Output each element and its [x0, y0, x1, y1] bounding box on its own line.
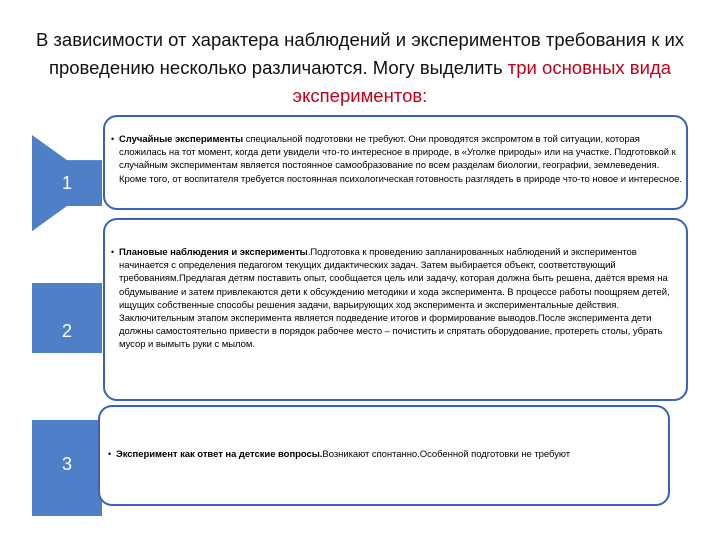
item-number-2: 2: [61, 321, 72, 341]
chevron-1: [32, 135, 102, 231]
title-main-text: В зависимости от характера наблюдений и экспериментов требования к их проведению несколько различаются. Могу выделить: [35, 29, 685, 78]
item-number-1: 1: [61, 173, 72, 193]
title-accent-text: три основных вида экспериментов:: [292, 57, 672, 106]
item-box-3: [98, 405, 670, 506]
item-box-2: [103, 218, 688, 401]
bullet-icon: •: [111, 134, 115, 144]
bullet-icon: •: [111, 247, 115, 257]
chevron-3: [32, 420, 102, 516]
item-bold-2: Плановые наблюдения и эксперименты: [119, 247, 308, 258]
item-text-2: [111, 246, 684, 352]
item-body-3: Возникают спонтанно.Особенной подготовки не требуют: [322, 449, 571, 460]
item-body-1: специальной подготовки не требуют. Они проводятся экспромтом в той ситуации, которая сложилась на тот момент, когда дети увидели что-то интересное в природе, в «Уголке природы» или на участке. Подготовкой к случайным экспериментам является постоянное самообразование по всем разделам биологии, географии, землеведения. Кроме того, от воспитателя требуется постоянная психологическая готовность разглядеть в природе что-то новое и интересное.: [119, 134, 682, 185]
item-text-1: [111, 133, 684, 186]
item-body-2: .Подготовка к проведению запланированных наблюдений и экспериментов начинается с определения педагогом текущих дидактических задач. Затем выбирается объект, соответствующий требованиям.Предлагая детям поставить опыт, сообщается цель или задачу, которая должна быть решена, даётся время на обдумывание и затем привлекаются дети к обсуждению методики и хода эксперимента. В процессе работы поощряем детей, ищущих собственные способы решения задачи, варьирующих ход эксперимента и экспериментальные действия. Заключительным этапом эксперимента является подведение итогов и формирование выводов.После эксперимента дети должны самостоятельно привести в порядок рабочее место – почистить и спрятать оборудование, протереть столы, убрать мусор и вымыть руки с мылом.: [119, 247, 670, 351]
bullet-icon: •: [108, 449, 112, 459]
item-text-3: [108, 448, 661, 461]
item-number-3: 3: [61, 454, 72, 474]
chevron-2: [32, 283, 102, 353]
item-box-1: [103, 115, 688, 210]
chevron-shape-icon: [32, 283, 102, 353]
slide-title: [30, 26, 690, 110]
item-bold-1: Случайные эксперименты: [119, 134, 244, 145]
item-bold-3: Эксперимент как ответ на детские вопросы.: [116, 449, 323, 460]
